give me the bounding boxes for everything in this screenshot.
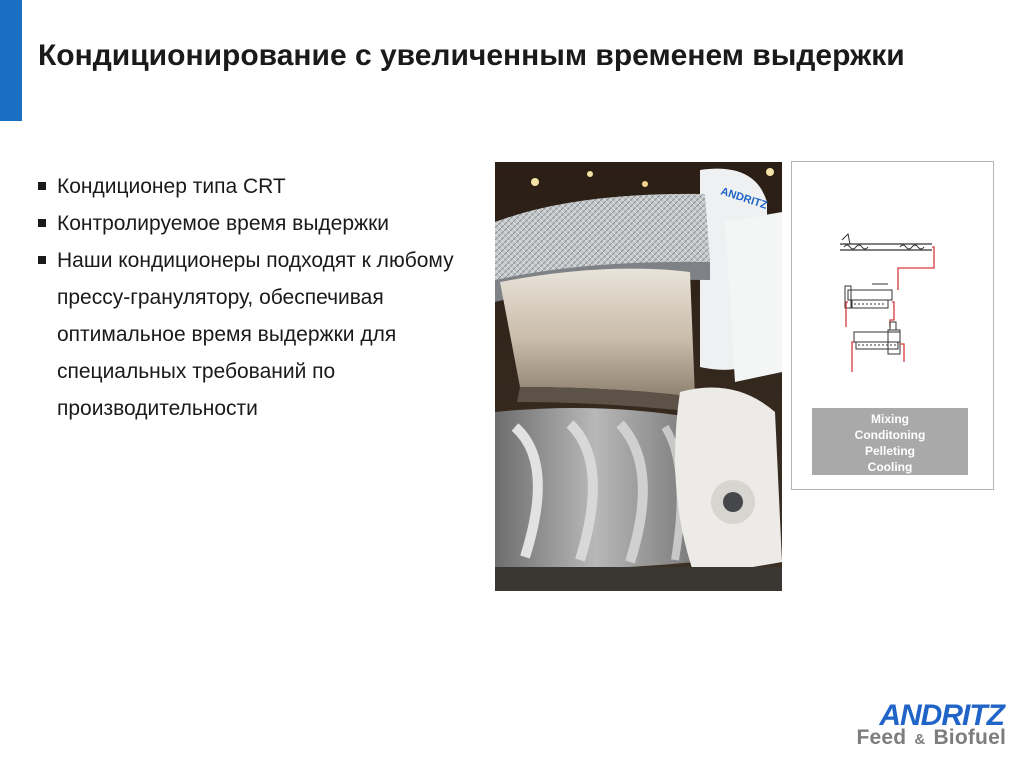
bullet-item [38,242,498,427]
bullet-text: Контролируемое время выдержки [57,212,390,235]
logo-subtitle [826,726,1006,750]
bullet-square-icon [38,182,46,190]
bullet-text: Кондиционер типа CRT [57,175,286,198]
logo-sub-right: Biofuel [933,726,1006,749]
bullet-square-icon [38,256,46,264]
page-title: Кондиционирование с увеличенным временем выдержки [38,39,905,72]
bullet-text: Наши кондиционеры подходят к любому прессу-гранулятору, обеспечивая оптимальное время выдержки для специальных требований по производительности [57,249,454,420]
bullet-square-icon [38,219,46,227]
process-steps-box [812,408,968,475]
logo-sub-amp: & [914,731,926,748]
bullet-list [38,168,498,427]
svg-text:ANDRITZ: ANDRITZ [719,185,769,212]
logo-sub-left: Feed [856,726,907,749]
andritz-logo-text: ANDRITZ [879,700,1004,730]
process-step-mixing: Mixing [871,412,909,426]
conditioner-photo [495,162,782,591]
process-step-pelleting: Pelleting [864,444,915,458]
accent-bar [0,0,22,121]
bullet-item [38,168,498,205]
process-step-conditioning: Conditoning [854,428,926,442]
process-step-cooling: Cooling [867,460,913,474]
bullet-item [38,205,498,242]
process-flow-card [791,161,994,490]
